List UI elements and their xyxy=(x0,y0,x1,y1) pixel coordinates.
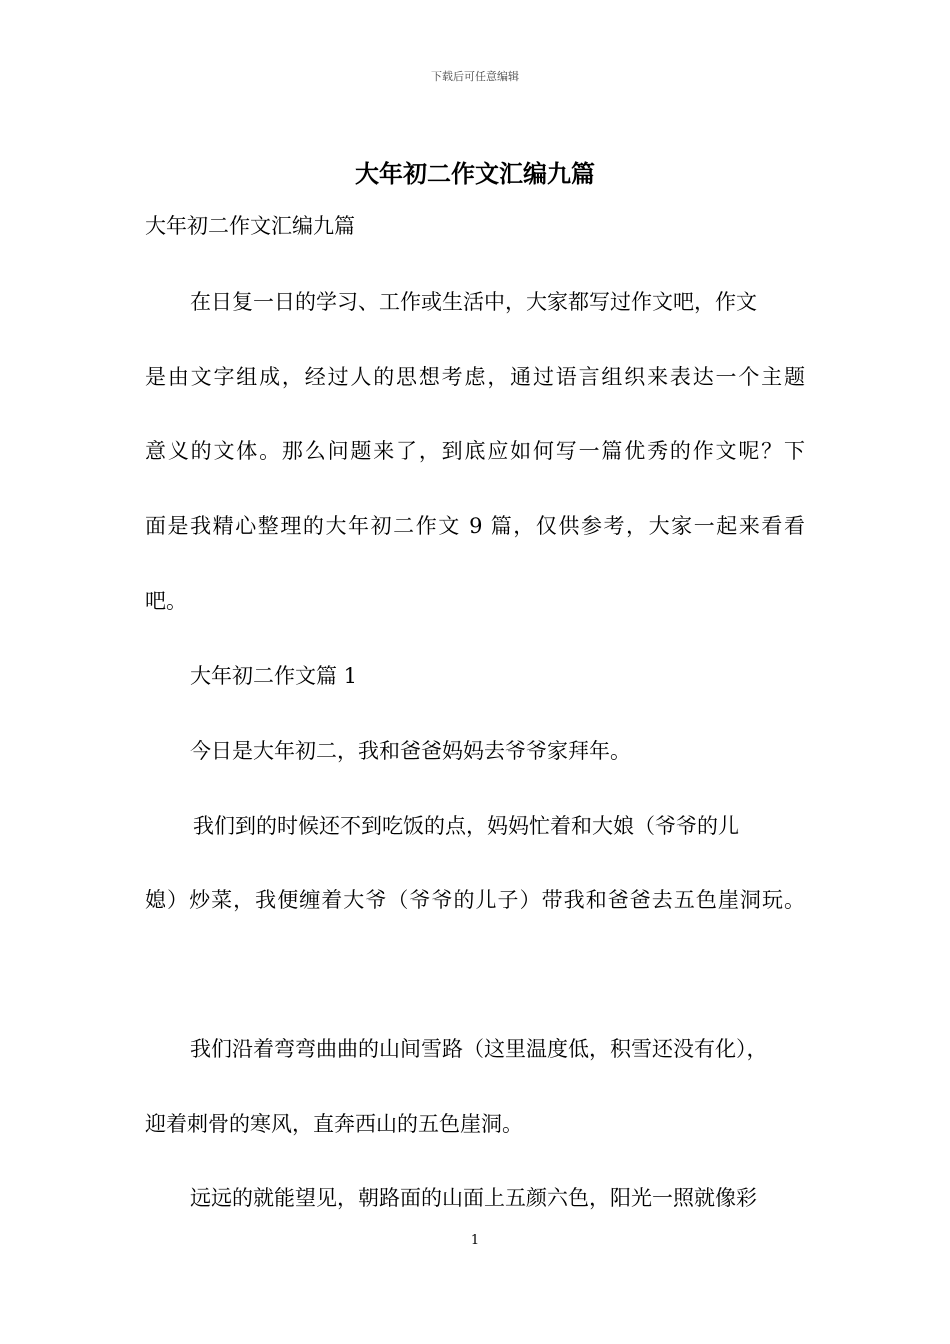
body-line-5: 迎着刺骨的寒风，直奔西山的五色崖洞。 xyxy=(145,1112,523,1136)
body-line-2: 我们到的时候还不到吃饭的点，妈妈忙着和大娘（爷爷的儿 xyxy=(193,814,739,838)
body-line-4: 我们沿着弯弯曲曲的山间雪路（这里温度低，积雪还没有化）， xyxy=(190,1037,768,1061)
header-note: 下载后可任意编辑 xyxy=(431,70,519,83)
intro-line-2: 是由文字组成，经过人的思想考虑，通过语言组织来表达一个主题 xyxy=(145,365,805,389)
intro-line-3: 意义的文体。那么问题来了，到底应如何写一篇优秀的作文呢？下 xyxy=(145,439,805,463)
page-number: 1 xyxy=(470,1233,480,1248)
section-heading: 大年初二作文篇 1 xyxy=(190,664,358,688)
body-line-1: 今日是大年初二，我和爸爸妈妈去爷爷家拜年。 xyxy=(190,739,631,763)
intro-line-4: 面是我精心整理的大年初二作文 9 篇，仅供参考，大家一起来看看 xyxy=(145,514,805,538)
document-subtitle: 大年初二作文汇编九篇 xyxy=(145,214,355,238)
body-line-6: 远远的就能望见，朝路面的山面上五颜六色，阳光一照就像彩 xyxy=(190,1186,757,1210)
intro-line-1: 在日复一日的学习、工作或生活中，大家都写过作文吧，作文 xyxy=(190,290,757,314)
intro-line-5: 吧。 xyxy=(145,589,187,613)
document-title: 大年初二作文汇编九篇 xyxy=(355,159,595,188)
body-line-3: 媳）炒菜，我便缠着大爷（爷爷的儿子）带我和爸爸去五色崖洞玩。 xyxy=(145,888,805,912)
